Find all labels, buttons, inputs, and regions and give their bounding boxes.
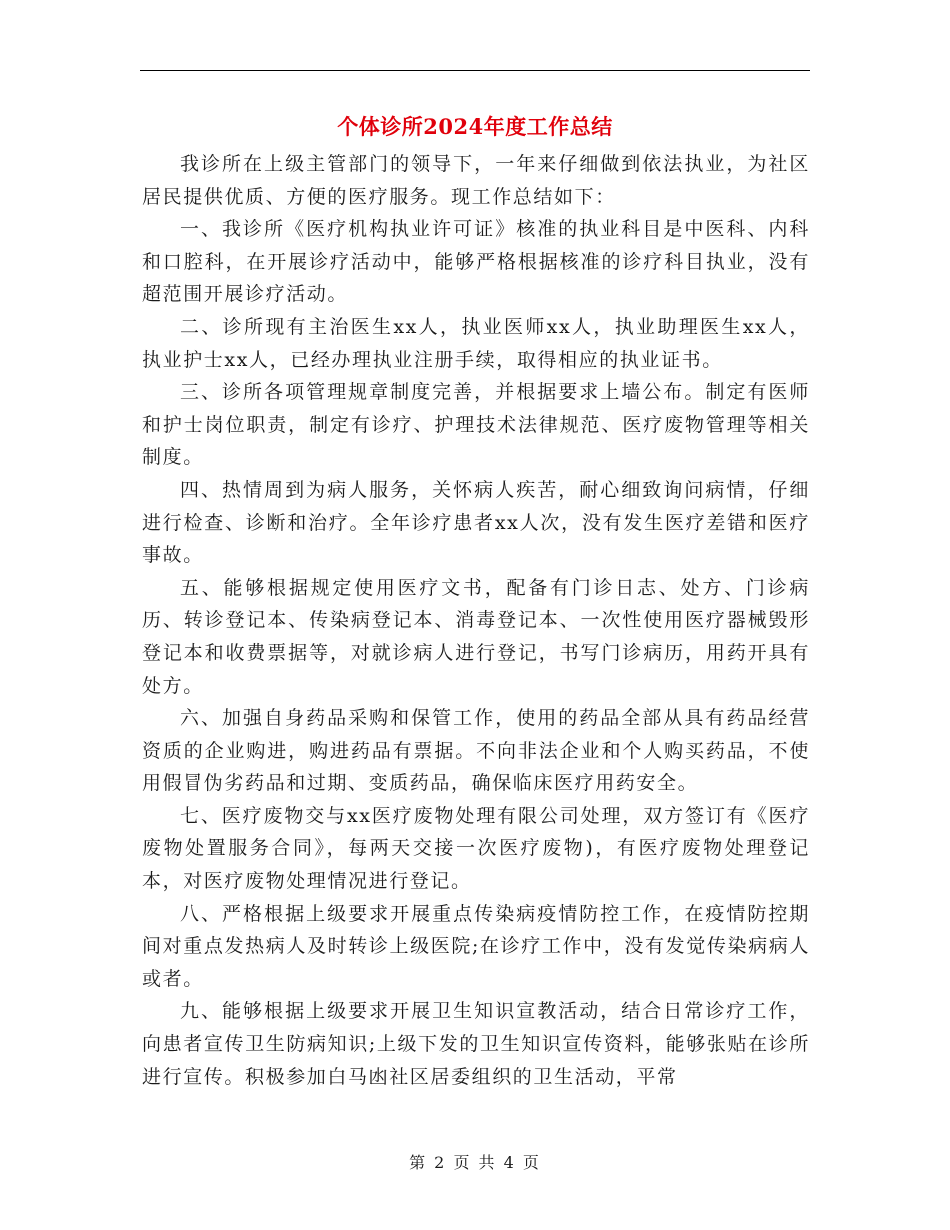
document-title: 个体诊所2024年度工作总结 [337,114,613,139]
paragraph-item-8: 八、严格根据上级要求开展重点传染病疫情防控工作，在疫情防控期间对重点发热病人及时转诊上级医院;在诊疗工作中，没有发觉传染病病人或者。 [142,902,810,990]
paragraph-item-3: 三、诊所各项管理规章制度完善，并根据要求上墙公布。制定有医师和护士岗位职责，制定有诊疗、护理技术法律规范、医疗废物管理等相关制度。 [142,381,810,469]
paragraph-item-2: 二、诊所现有主治医生xx人，执业医师xx人，执业助理医生xx人，执业护士xx人，已经办理执业注册手续，取得相应的执业证书。 [142,315,810,371]
document-body [142,148,810,1093]
paragraph-item-7: 七、医疗废物交与xx医疗废物处理有限公司处理，双方签订有《医疗废物处置服务合同》，每两天交接一次医疗废物)，有医疗废物处理登记本，对医疗废物处理情况进行登记。 [142,804,810,893]
header-rule [140,70,810,71]
paragraph-item-5: 五、能够根据规定使用医疗文书，配备有门诊日志、处方、门诊病历、转诊登记本、传染病登记本、消毒登记本、一次性使用医疗器械毁形登记本和收费票据等，对就诊病人进行登记，书写门诊病历，用药开具有处方。 [142,576,810,697]
paragraph-item-9: 九、能够根据上级要求开展卫生知识宣教活动，结合日常诊疗工作，向患者宣传卫生防病知识;上级下发的卫生知识宣传资料，能够张贴在诊所进行宣传。积极参加白马凼社区居委组织的卫生活动，平常 [142,1000,810,1088]
page-number: 第 2 页 共 4 页 [409,1153,541,1172]
paragraph-item-6: 六、加强自身药品采购和保管工作，使用的药品全部从具有药品经营资质的企业购进，购进药品有票据。不向非法企业和个人购买药品，不使用假冒伪劣药品和过期、变质药品，确保临床医疗用药安全。 [142,707,810,795]
paragraph-intro: 我诊所在上级主管部门的领导下，一年来仔细做到依法执业，为社区居民提供优质、方便的医疗服务。现工作总结如下： [142,153,810,208]
paragraph-item-4: 四、热情周到为病人服务，关怀病人疾苦，耐心细致询问病情，仔细进行检查、诊断和治疗。全年诊疗患者xx人次，没有发生医疗差错和医疗事故。 [142,478,810,567]
paragraph-item-1: 一、我诊所《医疗机构执业许可证》核准的执业科目是中医科、内科和口腔科，在开展诊疗活动中，能够严格根据核准的诊疗科目执业，没有超范围开展诊疗活动。 [142,218,810,306]
